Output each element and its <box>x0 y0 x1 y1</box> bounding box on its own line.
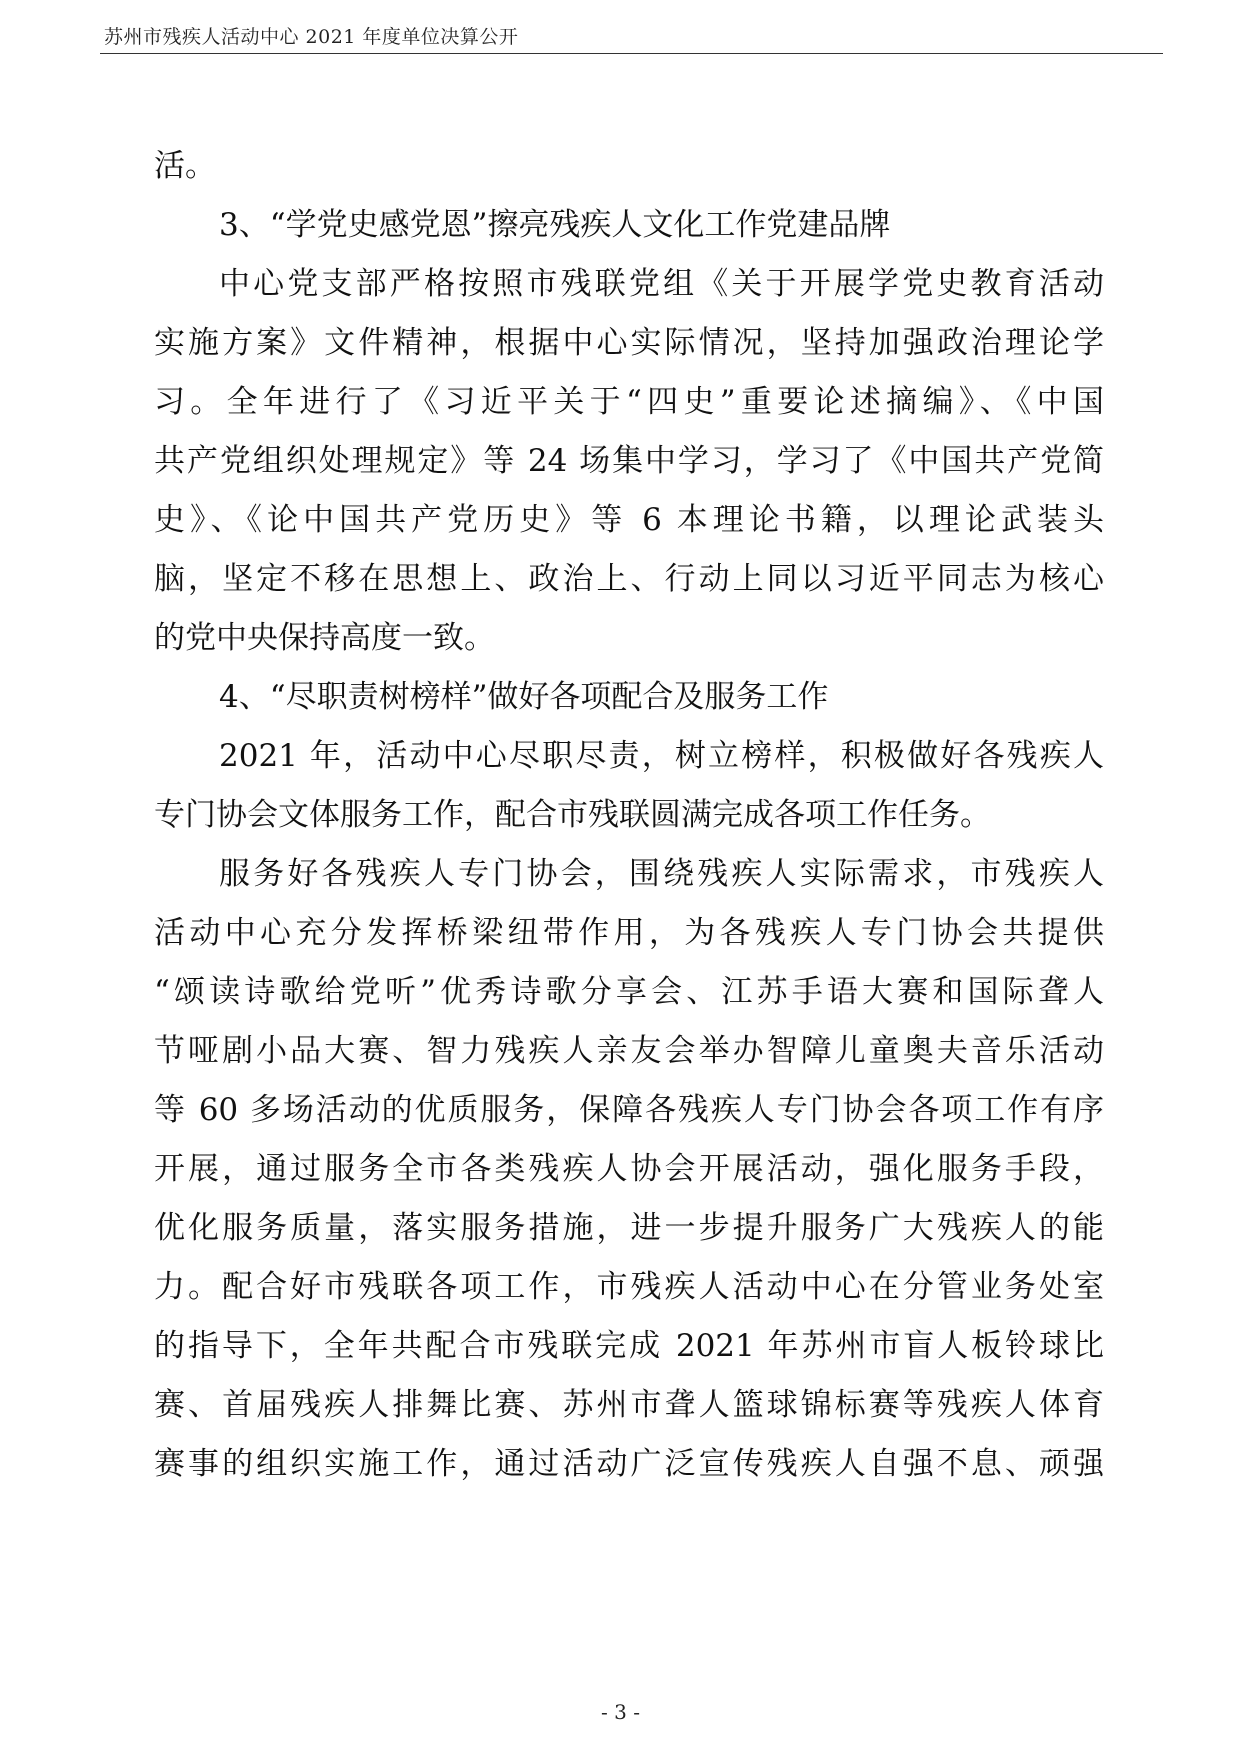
text-line: 史》、《论中国共产党历史》等 6 本理论书籍，以理论武装头 <box>154 502 1104 538</box>
text-line: 的指导下，全年共配合市残联完成 2021 年苏州市盲人板铃球比 <box>154 1328 1104 1364</box>
text-line: 赛事的组织实施工作，通过活动广泛宣传残疾人自强不息、顽强 <box>154 1446 1104 1482</box>
running-header: 苏州市残疾人活动中心 2021 年度单位决算公开 <box>104 26 519 48</box>
text-line: 习。全年进行了《习近平关于“四史”重要论述摘编》、《中国 <box>154 384 1104 420</box>
text-line: 节哑剧小品大赛、智力残疾人亲友会举办智障儿童奥夫音乐活动 <box>154 1033 1104 1069</box>
text-line: 共产党组织处理规定》等 24 场集中学习，学习了《中国共产党简 <box>154 443 1104 479</box>
text-line: 专门协会文体服务工作，配合市残联圆满完成各项工作任务。 <box>154 797 991 833</box>
text-line: 中心党支部严格按照市残联党组《关于开展学党史教育活动 <box>219 266 1104 302</box>
text-line: 服务好各残疾人专门协会，围绕残疾人实际需求，市残疾人 <box>219 856 1104 892</box>
text-line: 开展，通过服务全市各类残疾人协会开展活动，强化服务手段， <box>154 1151 1104 1187</box>
text-line: 实施方案》文件精神，根据中心实际情况，坚持加强政治理论学 <box>154 325 1104 361</box>
section-heading-3: 3、“学党史感党恩”擦亮残疾人文化工作党建品牌 <box>219 207 891 243</box>
section-heading-4: 4、“尽职责树榜样”做好各项配合及服务工作 <box>219 679 829 715</box>
text-line: 赛、首届残疾人排舞比赛、苏州市聋人篮球锦标赛等残疾人体育 <box>154 1387 1104 1423</box>
text-line: 优化服务质量，落实服务措施，进一步提升服务广大残疾人的能 <box>154 1210 1104 1246</box>
text-line: “颂读诗歌给党听”优秀诗歌分享会、江苏手语大赛和国际聋人 <box>154 974 1104 1010</box>
text-line: 的党中央保持高度一致。 <box>154 620 495 656</box>
header-rule <box>100 53 1163 54</box>
text-line: 力。配合好市残联各项工作，市残疾人活动中心在分管业务处室 <box>154 1269 1104 1305</box>
text-line: 脑，坚定不移在思想上、政治上、行动上同以习近平同志为核心 <box>154 561 1104 597</box>
text-line: 活动中心充分发挥桥梁纽带作用，为各残疾人专门协会共提供 <box>154 915 1104 951</box>
text-line: 等 60 多场活动的优质服务，保障各残疾人专门协会各项工作有序 <box>154 1092 1104 1128</box>
page-number: - 3 - <box>601 1700 640 1724</box>
text-line: 2021 年，活动中心尽职尽责，树立榜样，积极做好各残疾人 <box>219 738 1104 774</box>
text-line: 活。 <box>154 148 216 184</box>
